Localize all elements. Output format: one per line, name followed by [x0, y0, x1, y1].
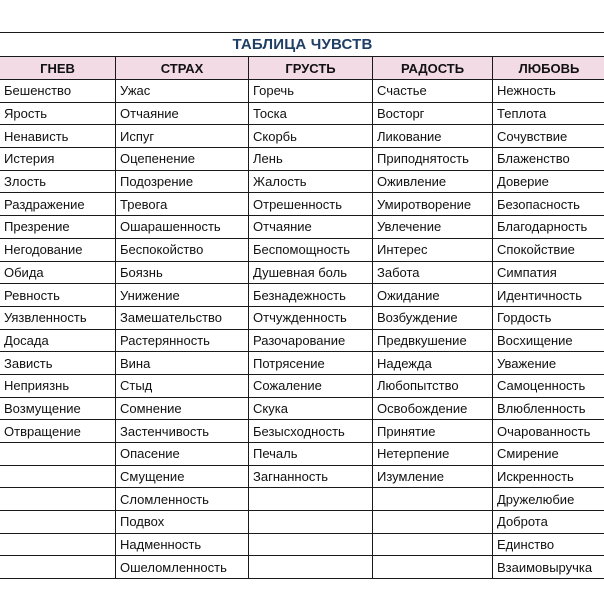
table-cell-love: Очарованность	[493, 420, 604, 443]
table-row	[0, 352, 604, 375]
table-cell-anger: Уязвленность	[0, 306, 116, 329]
table-cell-anger	[0, 465, 116, 488]
table-cell-anger: Злость	[0, 170, 116, 193]
table-cell-sadness: Горечь	[249, 80, 373, 103]
table-cell-fear: Беспокойство	[116, 238, 249, 261]
table-cell-joy: Увлечение	[373, 216, 493, 239]
table-cell-sadness	[249, 533, 373, 556]
table-row	[0, 397, 604, 420]
table-cell-joy	[373, 488, 493, 511]
table-row	[0, 420, 604, 443]
table-cell-love: Восхищение	[493, 329, 604, 352]
table-cell-joy: Забота	[373, 261, 493, 284]
table-cell-fear: Ужас	[116, 80, 249, 103]
table-cell-fear: Ошарашенность	[116, 216, 249, 239]
table-row	[0, 170, 604, 193]
table-cell-joy: Нетерпение	[373, 443, 493, 466]
table-cell-sadness: Скорбь	[249, 125, 373, 148]
table-cell-love: Доброта	[493, 511, 604, 534]
column-header-fear: СТРАХ	[116, 57, 249, 80]
table-row	[0, 329, 604, 352]
table-row	[0, 284, 604, 307]
table-cell-fear: Ошеломленность	[116, 556, 249, 579]
table-cell-fear: Смущение	[116, 465, 249, 488]
table-title: ТАБЛИЦА ЧУВСТВ	[0, 33, 604, 57]
table-row	[0, 533, 604, 556]
table-cell-fear: Отчаяние	[116, 102, 249, 125]
table-cell-anger	[0, 556, 116, 579]
table-cell-sadness: Лень	[249, 148, 373, 171]
table-cell-fear: Боязнь	[116, 261, 249, 284]
table-cell-joy: Приподнятость	[373, 148, 493, 171]
column-header-love: ЛЮБОВЬ	[493, 57, 604, 80]
table-cell-sadness: Беспомощность	[249, 238, 373, 261]
table-cell-joy: Любопытство	[373, 374, 493, 397]
column-header-joy: РАДОСТЬ	[373, 57, 493, 80]
table-cell-love: Блаженство	[493, 148, 604, 171]
table-cell-joy: Интерес	[373, 238, 493, 261]
table-cell-sadness: Отчужденность	[249, 306, 373, 329]
column-header-row	[0, 57, 604, 80]
table-cell-anger: Неприязнь	[0, 374, 116, 397]
table-cell-sadness	[249, 488, 373, 511]
table-cell-love: Спокойствие	[493, 238, 604, 261]
table-cell-fear: Унижение	[116, 284, 249, 307]
table-cell-sadness	[249, 511, 373, 534]
table-cell-joy: Освобождение	[373, 397, 493, 420]
feelings-table	[0, 32, 604, 579]
table-row	[0, 374, 604, 397]
table-cell-anger: Зависть	[0, 352, 116, 375]
table-cell-sadness: Безысходность	[249, 420, 373, 443]
table-cell-anger: Ревность	[0, 284, 116, 307]
table-cell-anger: Отвращение	[0, 420, 116, 443]
table-cell-fear: Замешательство	[116, 306, 249, 329]
table-cell-joy	[373, 511, 493, 534]
table-cell-sadness: Отрешенность	[249, 193, 373, 216]
table-cell-fear: Испуг	[116, 125, 249, 148]
table-cell-sadness: Жалость	[249, 170, 373, 193]
table-cell-fear: Оцепенение	[116, 148, 249, 171]
table-body	[0, 80, 604, 579]
table-row	[0, 148, 604, 171]
table-row	[0, 216, 604, 239]
table-row	[0, 193, 604, 216]
table-cell-anger	[0, 488, 116, 511]
table-cell-joy: Надежда	[373, 352, 493, 375]
table-cell-joy	[373, 556, 493, 579]
table-cell-fear: Опасение	[116, 443, 249, 466]
table-cell-fear: Сломленность	[116, 488, 249, 511]
table-cell-anger: Досада	[0, 329, 116, 352]
table-cell-love: Самоценность	[493, 374, 604, 397]
table-cell-fear: Сомнение	[116, 397, 249, 420]
table-cell-love: Уважение	[493, 352, 604, 375]
table-cell-sadness: Сожаление	[249, 374, 373, 397]
table-cell-anger	[0, 511, 116, 534]
table-cell-joy: Умиротворение	[373, 193, 493, 216]
table-row	[0, 238, 604, 261]
table-cell-anger	[0, 443, 116, 466]
table-cell-love: Гордость	[493, 306, 604, 329]
table-cell-joy: Оживление	[373, 170, 493, 193]
table-cell-love: Дружелюбие	[493, 488, 604, 511]
table-cell-love: Единство	[493, 533, 604, 556]
table-cell-love: Искренность	[493, 465, 604, 488]
table-row	[0, 306, 604, 329]
table-cell-sadness: Душевная боль	[249, 261, 373, 284]
table-cell-joy: Предвкушение	[373, 329, 493, 352]
table-cell-joy: Изумление	[373, 465, 493, 488]
table-cell-fear: Подозрение	[116, 170, 249, 193]
table-cell-love: Влюбленность	[493, 397, 604, 420]
table-cell-love: Смирение	[493, 443, 604, 466]
table-row	[0, 465, 604, 488]
table-cell-love: Доверие	[493, 170, 604, 193]
table-row	[0, 261, 604, 284]
table-cell-joy: Ликование	[373, 125, 493, 148]
table-cell-anger: Обида	[0, 261, 116, 284]
table-cell-fear: Застенчивость	[116, 420, 249, 443]
table-cell-joy: Восторг	[373, 102, 493, 125]
table-cell-anger: Негодование	[0, 238, 116, 261]
table-cell-joy: Счастье	[373, 80, 493, 103]
table-cell-anger: Истерия	[0, 148, 116, 171]
table-cell-joy: Возбуждение	[373, 306, 493, 329]
table-cell-love: Сочувствие	[493, 125, 604, 148]
table-cell-sadness: Тоска	[249, 102, 373, 125]
table-cell-fear: Тревога	[116, 193, 249, 216]
table-cell-fear: Стыд	[116, 374, 249, 397]
column-header-sadness: ГРУСТЬ	[249, 57, 373, 80]
table-cell-anger: Ярость	[0, 102, 116, 125]
table-row	[0, 488, 604, 511]
table-cell-joy: Принятие	[373, 420, 493, 443]
table-cell-sadness	[249, 556, 373, 579]
table-row	[0, 80, 604, 103]
table-cell-sadness: Разочарование	[249, 329, 373, 352]
table-cell-love: Безопасность	[493, 193, 604, 216]
table-row	[0, 102, 604, 125]
table-cell-love: Симпатия	[493, 261, 604, 284]
table-cell-love: Теплота	[493, 102, 604, 125]
column-header-anger: ГНЕВ	[0, 57, 116, 80]
table-row	[0, 125, 604, 148]
table-cell-anger: Презрение	[0, 216, 116, 239]
table-cell-anger: Ненависть	[0, 125, 116, 148]
table-cell-sadness: Отчаяние	[249, 216, 373, 239]
table-cell-love: Нежность	[493, 80, 604, 103]
table-cell-love: Благодарность	[493, 216, 604, 239]
table-cell-anger: Раздражение	[0, 193, 116, 216]
title-row	[0, 33, 604, 57]
table-cell-fear: Надменность	[116, 533, 249, 556]
table-cell-fear: Подвох	[116, 511, 249, 534]
table-cell-sadness: Безнадежность	[249, 284, 373, 307]
table-cell-love: Взаимовыручка	[493, 556, 604, 579]
table-cell-fear: Вина	[116, 352, 249, 375]
table-cell-sadness: Печаль	[249, 443, 373, 466]
table-cell-sadness: Скука	[249, 397, 373, 420]
table-cell-joy	[373, 533, 493, 556]
feelings-table-sheet	[0, 32, 604, 579]
table-cell-sadness: Потрясение	[249, 352, 373, 375]
table-cell-fear: Растерянность	[116, 329, 249, 352]
table-row	[0, 556, 604, 579]
table-cell-anger: Возмущение	[0, 397, 116, 420]
table-cell-love: Идентичность	[493, 284, 604, 307]
table-row	[0, 511, 604, 534]
table-cell-sadness: Загнанность	[249, 465, 373, 488]
table-cell-anger	[0, 533, 116, 556]
table-row	[0, 443, 604, 466]
table-cell-anger: Бешенство	[0, 80, 116, 103]
table-cell-joy: Ожидание	[373, 284, 493, 307]
